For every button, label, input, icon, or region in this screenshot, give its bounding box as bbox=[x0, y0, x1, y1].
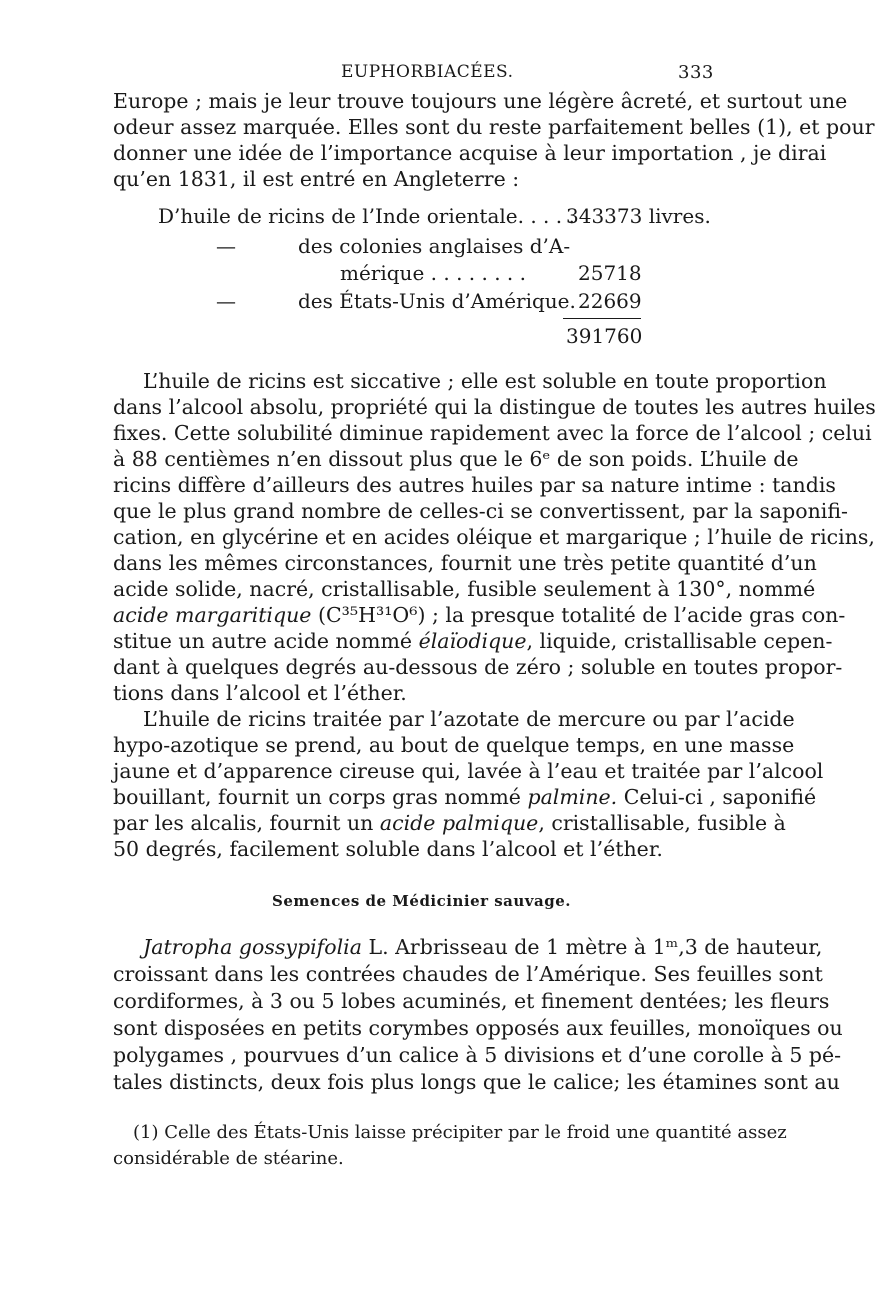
footnote-line: (1) Celle des États-Unis laisse précipiter par le froid une quantité assez bbox=[133, 1122, 787, 1143]
text-line: tions dans l’alcool et l’éther. bbox=[113, 681, 407, 705]
table-row-value: 22669 bbox=[578, 289, 642, 313]
table-row-value: 343373 livres. bbox=[566, 204, 711, 228]
text-fragment: ; la presque totalité de l’acide gras con- bbox=[431, 603, 846, 627]
text-line bbox=[113, 810, 786, 836]
text-line: L’huile de ricins traitée par l’azotate de mercure ou par l’acide bbox=[143, 707, 795, 731]
table-row-label: des colonies anglaises d’A- bbox=[298, 234, 571, 258]
text-line: donner une idée de l’importance acquise à leur importation , je dirai bbox=[113, 141, 827, 165]
table-row-label: mérique . . . . . . . . bbox=[340, 261, 526, 285]
text-line: Europe ; mais je leur trouve toujours une légère âcreté, et surtout une bbox=[113, 89, 848, 113]
text-line bbox=[113, 784, 817, 810]
chemical-formula: (C³⁵H³¹O⁶) bbox=[317, 603, 426, 627]
text-line: hypo-azotique se prend, au bout de quelque temps, en une masse bbox=[113, 733, 795, 757]
running-head-title: EUPHORBIACÉES. bbox=[341, 62, 514, 82]
text-line bbox=[113, 602, 846, 628]
text-fragment: stitue un autre acide nommé bbox=[113, 629, 413, 653]
text-fragment: par les alcalis, fournit un bbox=[113, 811, 374, 835]
italic-term: élaïodique bbox=[418, 629, 527, 653]
footnote-line: considérable de stéarine. bbox=[113, 1148, 344, 1169]
text-line: qu’en 1831, il est entré en Angleterre : bbox=[113, 167, 520, 191]
text-line: jaune et d’apparence cireuse qui, lavée à l’eau et traitée par l’alcool bbox=[113, 759, 824, 783]
text-fragment: L. Arbrisseau de 1 mètre à 1ᵐ,3 de hauteur, bbox=[368, 935, 823, 959]
italic-term: Jatropha gossypifolia bbox=[143, 935, 362, 959]
sum-rule bbox=[563, 318, 641, 319]
text-line: 50 degrés, facilement soluble dans l’alcool et l’éther. bbox=[113, 837, 663, 861]
text-line: sont disposées en petits corymbes opposés aux feuilles, monoïques ou bbox=[113, 1016, 843, 1040]
table-row-value: 25718 bbox=[578, 261, 642, 285]
text-line: dant à quelques degrés au-dessous de zéro ; soluble en toutes propor- bbox=[113, 655, 843, 679]
italic-term: acide palmique bbox=[379, 811, 539, 835]
page-number: 333 bbox=[678, 62, 714, 83]
text-line: dans l’alcool absolu, propriété qui la distingue de toutes les autres huiles bbox=[113, 395, 876, 419]
italic-term: palmine. bbox=[527, 785, 618, 809]
text-line: odeur assez marquée. Elles sont du reste parfaitement belles (1), et pour bbox=[113, 115, 875, 139]
text-line: fixes. Cette solubilité diminue rapidement avec la force de l’alcool ; celui bbox=[113, 421, 872, 445]
text-line: cation, en glycérine et en acides oléique et margarique ; l’huile de ricins, bbox=[113, 525, 875, 549]
text-line: polygames , pourvues d’un calice à 5 divisions et d’une corolle à 5 pé- bbox=[113, 1043, 842, 1067]
text-line: ricins diffère d’ailleurs des autres huiles par sa nature intime : tandis bbox=[113, 473, 836, 497]
table-dash: — bbox=[216, 289, 236, 313]
text-line: L’huile de ricins est siccative ; elle est soluble en toute proportion bbox=[143, 369, 827, 393]
text-line: que le plus grand nombre de celles-ci se convertissent, par la saponifi- bbox=[113, 499, 848, 523]
text-line: tales distincts, deux fois plus longs que le calice; les étamines sont au bbox=[113, 1070, 840, 1094]
text-line: dans les mêmes circonstances, fournit une très petite quantité d’un bbox=[113, 551, 817, 575]
text-line: à 88 centièmes n’en dissout plus que le 6ᵉ de son poids. L’huile de bbox=[113, 447, 799, 471]
table-row-label: D’huile de ricins de l’Inde orientale. . . . . bbox=[158, 204, 575, 228]
text-line: acide solide, nacré, cristallisable, fusible seulement à 130°, nommé bbox=[113, 577, 816, 601]
text-line: cordiformes, à 3 ou 5 lobes acuminés, et finement dentées; les fleurs bbox=[113, 989, 830, 1013]
table-total: 391760 bbox=[566, 324, 643, 348]
text-line bbox=[143, 934, 823, 960]
text-fragment: , cristallisable, fusible à bbox=[538, 811, 786, 835]
text-fragment: , liquide, cristallisable cepen- bbox=[526, 629, 833, 653]
section-heading: Semences de Médicinier sauvage. bbox=[272, 892, 571, 910]
text-fragment: bouillant, fournit un corps gras nommé bbox=[113, 785, 521, 809]
text-fragment: Celui-ci , saponifié bbox=[623, 785, 817, 809]
text-line bbox=[113, 628, 833, 654]
table-row-label: des États-Unis d’Amérique. bbox=[298, 289, 576, 313]
table-dash: — bbox=[216, 234, 236, 258]
italic-term: acide margaritique bbox=[113, 603, 312, 627]
text-line: croissant dans les contrées chaudes de l’Amérique. Ses feuilles sont bbox=[113, 962, 823, 986]
